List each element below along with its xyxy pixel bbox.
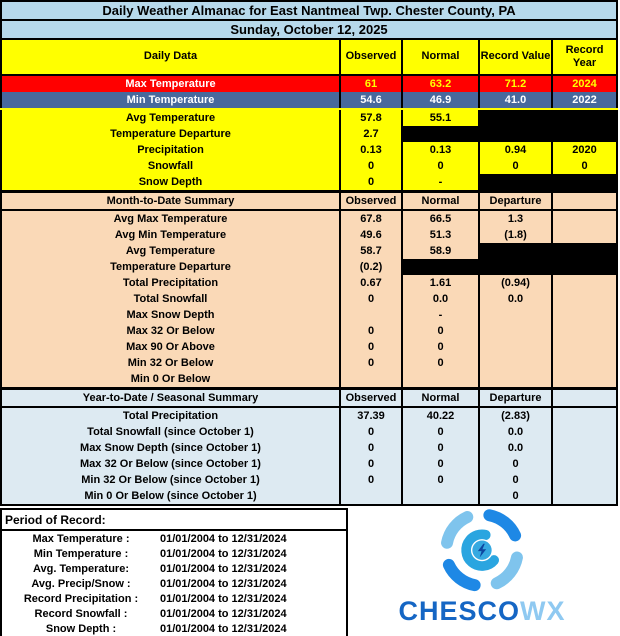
brand-primary: CHESCO (398, 596, 520, 626)
cell-record-year-or-blank: 2024 (552, 75, 617, 92)
cell-record-or-departure (479, 109, 552, 126)
cell-observed: 67.8 (340, 210, 402, 227)
cell-normal: 63.2 (402, 75, 479, 92)
cell-record-year-or-blank (552, 472, 617, 488)
ytd-section-title: Year-to-Date / Seasonal Summary (1, 389, 340, 408)
cell-record-or-departure (479, 371, 552, 389)
col-header-record-year: Record Year (552, 39, 617, 75)
date-title: Sunday, October 12, 2025 (1, 20, 617, 39)
table-row (1, 472, 617, 488)
cell-observed: 0.67 (340, 275, 402, 291)
cell-record-or-departure: 1.3 (479, 210, 552, 227)
row-label: Max 32 Or Below (since October 1) (1, 456, 340, 472)
period-row (2, 531, 346, 546)
cell-record-year-or-blank (552, 210, 617, 227)
cell-record-or-departure: 71.2 (479, 75, 552, 92)
cell-normal: 0 (402, 323, 479, 339)
row-label: Snowfall (1, 158, 340, 174)
cell-normal: 46.9 (402, 92, 479, 109)
cell-normal: 0 (402, 158, 479, 174)
col-header-normal: Normal (402, 192, 479, 211)
row-label: Temperature Departure (1, 259, 340, 275)
table-row (1, 174, 617, 192)
table-row (1, 243, 617, 259)
table-row (1, 456, 617, 472)
row-label: Temperature Departure (1, 126, 340, 142)
col-header-normal: Normal (402, 39, 479, 75)
ytd-header-row (1, 389, 617, 408)
period-row (2, 591, 346, 606)
cell-record-or-departure: 0.0 (479, 440, 552, 456)
row-label: Min 0 Or Below (1, 371, 340, 389)
cell-normal: 58.9 (402, 243, 479, 259)
brand-wordmark (362, 596, 602, 627)
period-label: Avg. Precip/Snow : (31, 577, 131, 590)
cell-record-or-departure: 41.0 (479, 92, 552, 109)
period-value: 01/01/2004 to 12/31/2024 (160, 562, 287, 575)
table-row (1, 355, 617, 371)
cell-observed: 54.6 (340, 92, 402, 109)
hurricane-swirl-icon (426, 506, 538, 598)
row-label: Min 32 Or Below (1, 355, 340, 371)
cell-observed (340, 488, 402, 505)
table-row (1, 291, 617, 307)
table-row (1, 440, 617, 456)
cell-record-year-or-blank (552, 126, 617, 142)
col-header-departure: Departure (479, 192, 552, 211)
period-of-record-box (0, 508, 348, 636)
page-title: Daily Weather Almanac for East Nantmeal Twp. Chester County, PA (1, 1, 617, 20)
period-row (2, 576, 346, 591)
cell-record-year-or-blank: 2022 (552, 92, 617, 109)
cell-observed: 49.6 (340, 227, 402, 243)
period-value: 01/01/2004 to 12/31/2024 (160, 622, 287, 635)
table-row (1, 339, 617, 355)
cell-record-or-departure: 0 (479, 488, 552, 505)
year-to-date-section (1, 389, 617, 506)
cell-record-year-or-blank (552, 259, 617, 275)
row-label: Max Snow Depth (1, 307, 340, 323)
cell-normal: 0 (402, 355, 479, 371)
cell-observed: 0.13 (340, 142, 402, 158)
table-row (1, 92, 617, 109)
daily-data-header: Daily Data (1, 39, 340, 75)
cell-normal: - (402, 307, 479, 323)
cell-record-year-or-blank (552, 275, 617, 291)
col-header-normal: Normal (402, 389, 479, 408)
cell-record-year-or-blank: 2020 (552, 142, 617, 158)
cell-normal: 40.22 (402, 407, 479, 424)
period-label: Max Temperature : (32, 532, 130, 545)
daily-header-row (1, 39, 617, 75)
col-header-observed: Observed (340, 39, 402, 75)
cell-observed (340, 307, 402, 323)
row-label: Total Snowfall (1, 291, 340, 307)
col-header-observed: Observed (340, 192, 402, 211)
period-of-record-header: Period of Record: (2, 510, 346, 531)
cell-observed (340, 371, 402, 389)
row-label: Max Temperature (1, 75, 340, 92)
cell-record-year-or-blank (552, 339, 617, 355)
cell-record-or-departure (479, 243, 552, 259)
row-label: Avg Min Temperature (1, 227, 340, 243)
table-row (1, 275, 617, 291)
cell-normal: 0 (402, 339, 479, 355)
cell-record-or-departure (479, 307, 552, 323)
period-label: Min Temperature : (33, 547, 129, 560)
cell-normal: 0 (402, 424, 479, 440)
cell-record-or-departure (479, 323, 552, 339)
row-label: Min Temperature (1, 92, 340, 109)
table-row (1, 323, 617, 339)
cell-normal (402, 259, 479, 275)
cell-normal: 1.61 (402, 275, 479, 291)
period-row (2, 561, 346, 576)
cell-record-year-or-blank (552, 323, 617, 339)
cell-record-or-departure (479, 259, 552, 275)
cell-observed: 0 (340, 174, 402, 192)
period-value: 01/01/2004 to 12/31/2024 (160, 592, 287, 605)
period-label: Record Snowfall : (34, 607, 128, 620)
period-row (2, 546, 346, 561)
row-label: Total Precipitation (1, 407, 340, 424)
table-row (1, 210, 617, 227)
title-section (1, 1, 617, 39)
cell-normal (402, 371, 479, 389)
cell-record-or-departure (479, 126, 552, 142)
cell-record-year-or-blank (552, 355, 617, 371)
row-label: Precipitation (1, 142, 340, 158)
row-label: Max 32 Or Below (1, 323, 340, 339)
table-row (1, 227, 617, 243)
cell-record-year-or-blank (552, 109, 617, 126)
cell-observed: 37.39 (340, 407, 402, 424)
cell-record-year-or-blank (552, 424, 617, 440)
period-value: 01/01/2004 to 12/31/2024 (160, 532, 287, 545)
cell-record-year-or-blank (552, 291, 617, 307)
cell-record-year-or-blank (552, 440, 617, 456)
cell-normal: 0 (402, 440, 479, 456)
cell-observed: 58.7 (340, 243, 402, 259)
row-label: Snow Depth (1, 174, 340, 192)
cell-record-year-or-blank (552, 174, 617, 192)
cell-record-year-or-blank (552, 456, 617, 472)
row-label: Min 32 Or Below (since October 1) (1, 472, 340, 488)
cell-record-or-departure: 0 (479, 456, 552, 472)
cell-observed: 2.7 (340, 126, 402, 142)
cell-record-or-departure (479, 339, 552, 355)
row-label: Avg Max Temperature (1, 210, 340, 227)
cell-record-year-or-blank (552, 407, 617, 424)
chescowx-logo (362, 506, 602, 627)
period-row (2, 621, 346, 636)
mtd-section-title: Month-to-Date Summary (1, 192, 340, 211)
cell-observed: 0 (340, 323, 402, 339)
row-label: Max 90 Or Above (1, 339, 340, 355)
period-label: Record Precipitation : (23, 592, 139, 605)
period-row (2, 606, 346, 621)
cell-record-year-or-blank (552, 227, 617, 243)
period-value: 01/01/2004 to 12/31/2024 (160, 577, 287, 590)
period-of-record-rows (2, 531, 346, 636)
cell-record-or-departure: (0.94) (479, 275, 552, 291)
table-row (1, 259, 617, 275)
row-label: Avg Temperature (1, 109, 340, 126)
mtd-header-row (1, 192, 617, 211)
cell-observed: 0 (340, 355, 402, 371)
table-row (1, 488, 617, 505)
col-header-record-value: Record Value (479, 39, 552, 75)
cell-record-year-or-blank (552, 371, 617, 389)
cell-record-year-or-blank: 0 (552, 158, 617, 174)
table-row (1, 109, 617, 126)
cell-normal: 66.5 (402, 210, 479, 227)
cell-observed: (0.2) (340, 259, 402, 275)
table-row (1, 307, 617, 323)
cell-record-year-or-blank (552, 243, 617, 259)
table-row (1, 424, 617, 440)
cell-normal: 0.13 (402, 142, 479, 158)
cell-normal (402, 488, 479, 505)
period-value: 01/01/2004 to 12/31/2024 (160, 607, 287, 620)
cell-normal: 55.1 (402, 109, 479, 126)
cell-record-or-departure: (1.8) (479, 227, 552, 243)
cell-observed: 0 (340, 456, 402, 472)
cell-normal: 0 (402, 472, 479, 488)
cell-record-or-departure: 0.0 (479, 291, 552, 307)
row-label: Max Snow Depth (since October 1) (1, 440, 340, 456)
row-label: Avg Temperature (1, 243, 340, 259)
table-row (1, 126, 617, 142)
cell-record-or-departure: 0 (479, 158, 552, 174)
table-row (1, 142, 617, 158)
table-row (1, 407, 617, 424)
period-label: Avg. Temperature: (33, 562, 129, 575)
daily-section (1, 39, 617, 192)
period-value: 01/01/2004 to 12/31/2024 (160, 547, 287, 560)
cell-record-or-departure (479, 174, 552, 192)
cell-normal (402, 126, 479, 142)
cell-normal: 0 (402, 456, 479, 472)
col-header-departure: Departure (479, 389, 552, 408)
cell-record-or-departure: 0.0 (479, 424, 552, 440)
table-row (1, 75, 617, 92)
cell-observed: 0 (340, 440, 402, 456)
cell-record-or-departure: (2.83) (479, 407, 552, 424)
cell-observed: 57.8 (340, 109, 402, 126)
cell-normal: 0.0 (402, 291, 479, 307)
table-row (1, 371, 617, 389)
cell-record-year-or-blank (552, 307, 617, 323)
row-label: Total Snowfall (since October 1) (1, 424, 340, 440)
cell-observed: 0 (340, 424, 402, 440)
brand-secondary: WX (520, 596, 566, 626)
cell-record-year-or-blank (552, 488, 617, 505)
cell-observed: 61 (340, 75, 402, 92)
col-header-blank (552, 192, 617, 211)
cell-normal: 51.3 (402, 227, 479, 243)
month-to-date-section (1, 192, 617, 389)
cell-record-or-departure: 0 (479, 472, 552, 488)
col-header-observed: Observed (340, 389, 402, 408)
row-label: Min 0 Or Below (since October 1) (1, 488, 340, 505)
table-row (1, 158, 617, 174)
row-label: Total Precipitation (1, 275, 340, 291)
cell-observed: 0 (340, 472, 402, 488)
cell-normal: - (402, 174, 479, 192)
cell-record-or-departure: 0.94 (479, 142, 552, 158)
cell-observed: 0 (340, 291, 402, 307)
col-header-blank (552, 389, 617, 408)
period-label: Snow Depth : (45, 622, 117, 635)
cell-record-or-departure (479, 355, 552, 371)
cell-observed: 0 (340, 158, 402, 174)
cell-observed: 0 (340, 339, 402, 355)
